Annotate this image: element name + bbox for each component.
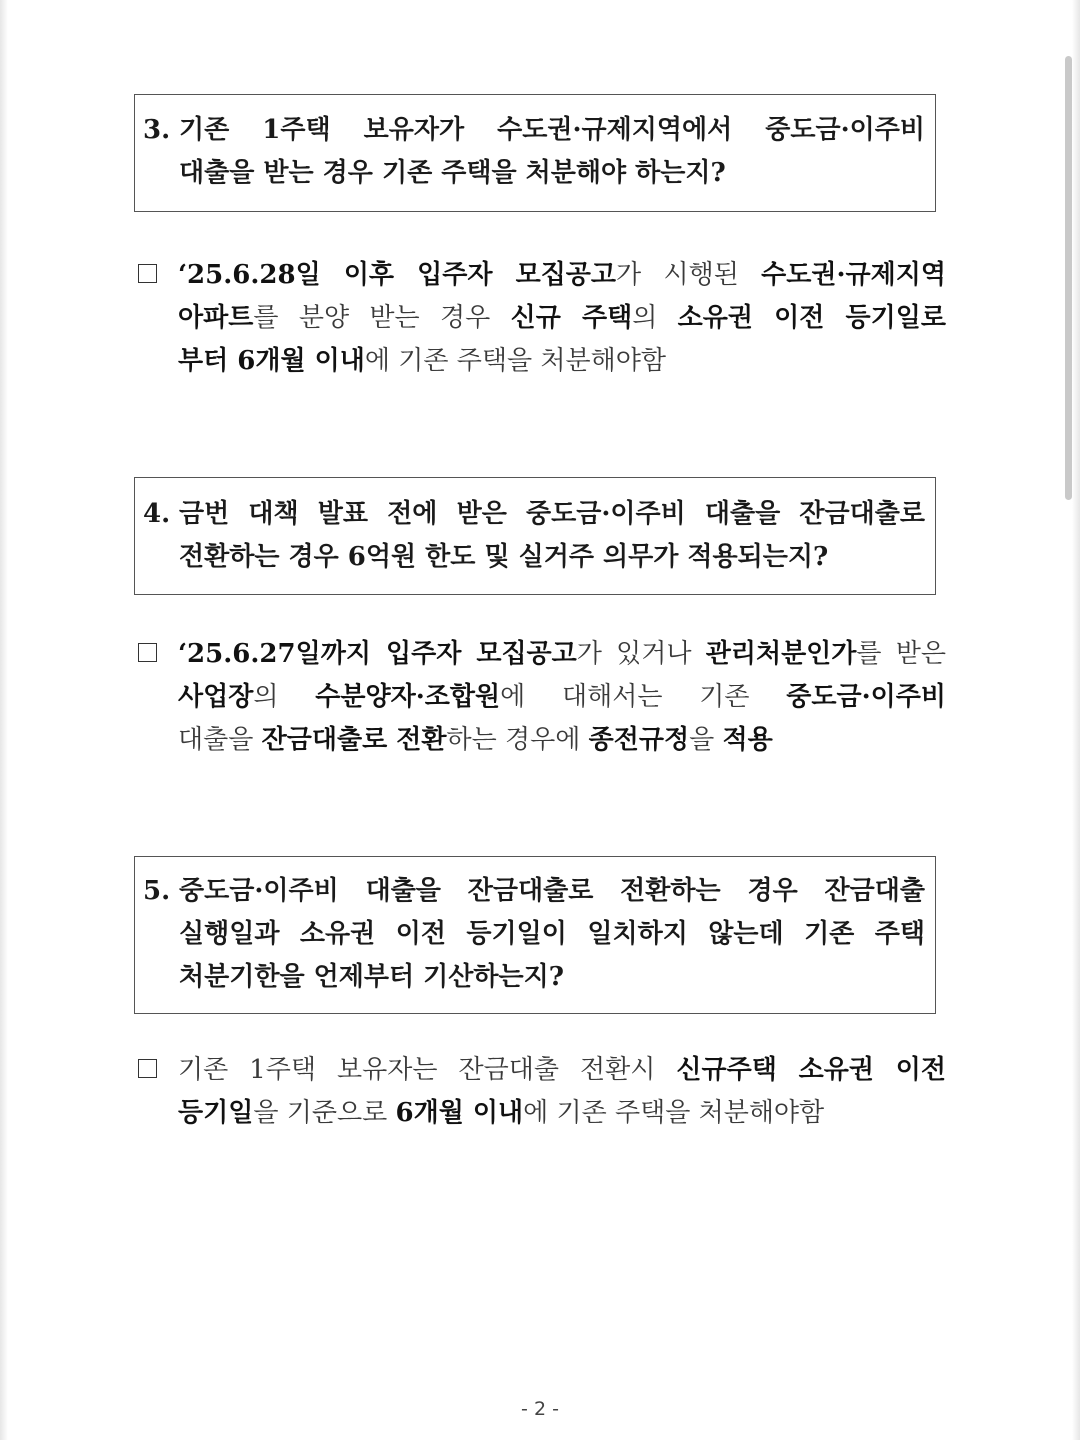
bold-text-segment: 신규주택 소유권 이전	[676, 1055, 947, 1085]
bold-text-segment: 적용	[722, 725, 773, 755]
question-line	[135, 536, 935, 579]
text-segment: 를 받은	[856, 639, 946, 669]
answer-3	[136, 254, 946, 383]
text-segment: 대출을	[178, 725, 262, 755]
question-box-5	[134, 856, 936, 1014]
answer-4	[136, 633, 946, 762]
bold-text-segment: 중도금·이주비	[786, 682, 946, 712]
text-segment: 가 시행된	[616, 260, 762, 290]
question-text: 금번 대책 발표 전에 받은 중도금·이주비 대출을 잔금대출로	[179, 499, 925, 529]
bold-text-segment: 부터 6개월 이내	[178, 346, 365, 376]
question-text: 기존 1주택 보유자가 수도권·규제지역에서 중도금·이주비	[179, 115, 925, 145]
answer-line	[136, 340, 946, 383]
text-segment: 의	[253, 682, 316, 712]
question-box-4	[134, 477, 936, 595]
bold-text-segment: ‘25.6.28일 이후 입주자 모집공고	[178, 260, 617, 290]
answer-text	[178, 297, 946, 340]
answer-line	[136, 1049, 946, 1092]
text-segment: 을 기준으로	[253, 1098, 396, 1128]
answer-5	[136, 1049, 946, 1135]
checkbox-square-icon	[138, 643, 157, 662]
question-text: 전환하는 경우 6억원 한도 및 실거주 의무가 적용되는지?	[179, 542, 829, 572]
question-line	[135, 913, 935, 956]
bold-text-segment: 사업장	[178, 682, 254, 712]
question-box-3	[134, 94, 936, 212]
bold-text-segment: 수도권·규제지역	[761, 260, 946, 290]
bold-text-segment: 등기일	[178, 1098, 254, 1128]
bold-text-segment: 잔금대출로 전환	[261, 725, 447, 755]
bold-text-segment: 신규 주택	[510, 303, 633, 333]
answer-text	[178, 633, 946, 676]
question-number: 5.	[143, 876, 171, 906]
bold-text-segment: 소유권 이전 등기일로	[677, 303, 946, 333]
answer-line	[136, 254, 946, 297]
question-text: 대출을 받는 경우 기존 주택을 처분해야 하는지?	[179, 158, 726, 188]
question-text: 중도금·이주비 대출을 잔금대출로 전환하는 경우 잔금대출	[179, 876, 925, 906]
answer-text	[178, 1092, 946, 1135]
page-edge-right	[1072, 0, 1080, 1440]
text-segment: 을	[689, 725, 723, 755]
page-edge-left	[0, 0, 8, 1440]
answer-line	[136, 676, 946, 719]
answer-text	[178, 1049, 946, 1092]
answer-line	[136, 719, 946, 762]
text-segment: 기존 1주택 보유자는 잔금대출 전환시	[178, 1055, 677, 1085]
answer-line	[136, 633, 946, 676]
question-text: 실행일과 소유권 이전 등기일이 일치하지 않는데 기존 주택	[179, 919, 925, 949]
bold-text-segment: 수분양자·조합원	[315, 682, 501, 712]
text-segment: 의	[632, 303, 678, 333]
question-line	[135, 152, 935, 195]
answer-text	[178, 254, 946, 297]
bold-text-segment: 관리처분인가	[705, 639, 857, 669]
text-segment: 하는 경우에	[446, 725, 589, 755]
checkbox-square-icon	[138, 1059, 157, 1078]
bold-text-segment: 6개월 이내	[395, 1098, 524, 1128]
question-line	[135, 870, 935, 913]
answer-line	[136, 297, 946, 340]
text-segment: 에 대해서는 기존	[500, 682, 787, 712]
answer-text	[178, 676, 946, 719]
question-line	[135, 109, 935, 152]
question-text: 처분기한을 언제부터 기산하는지?	[179, 962, 564, 992]
bold-text-segment: ‘25.6.27일까지 입주자 모집공고	[178, 639, 577, 669]
answer-text	[178, 340, 946, 383]
text-segment: 에 기존 주택을 처분해야함	[523, 1098, 825, 1128]
scrollbar[interactable]	[1065, 56, 1072, 500]
answer-line	[136, 1092, 946, 1135]
bold-text-segment: 종전규정	[588, 725, 690, 755]
text-segment: 가 있거나	[576, 639, 706, 669]
answer-text	[178, 719, 946, 762]
question-number: 4.	[143, 499, 171, 529]
text-segment: 에 기존 주택을 처분해야함	[364, 346, 666, 376]
text-segment: 를 분양 받는 경우	[253, 303, 511, 333]
page-number: - 2 -	[521, 1398, 559, 1420]
question-line	[135, 493, 935, 536]
bold-text-segment: 아파트	[178, 303, 254, 333]
question-line	[135, 956, 935, 999]
question-number: 3.	[143, 115, 171, 145]
checkbox-square-icon	[138, 264, 157, 283]
